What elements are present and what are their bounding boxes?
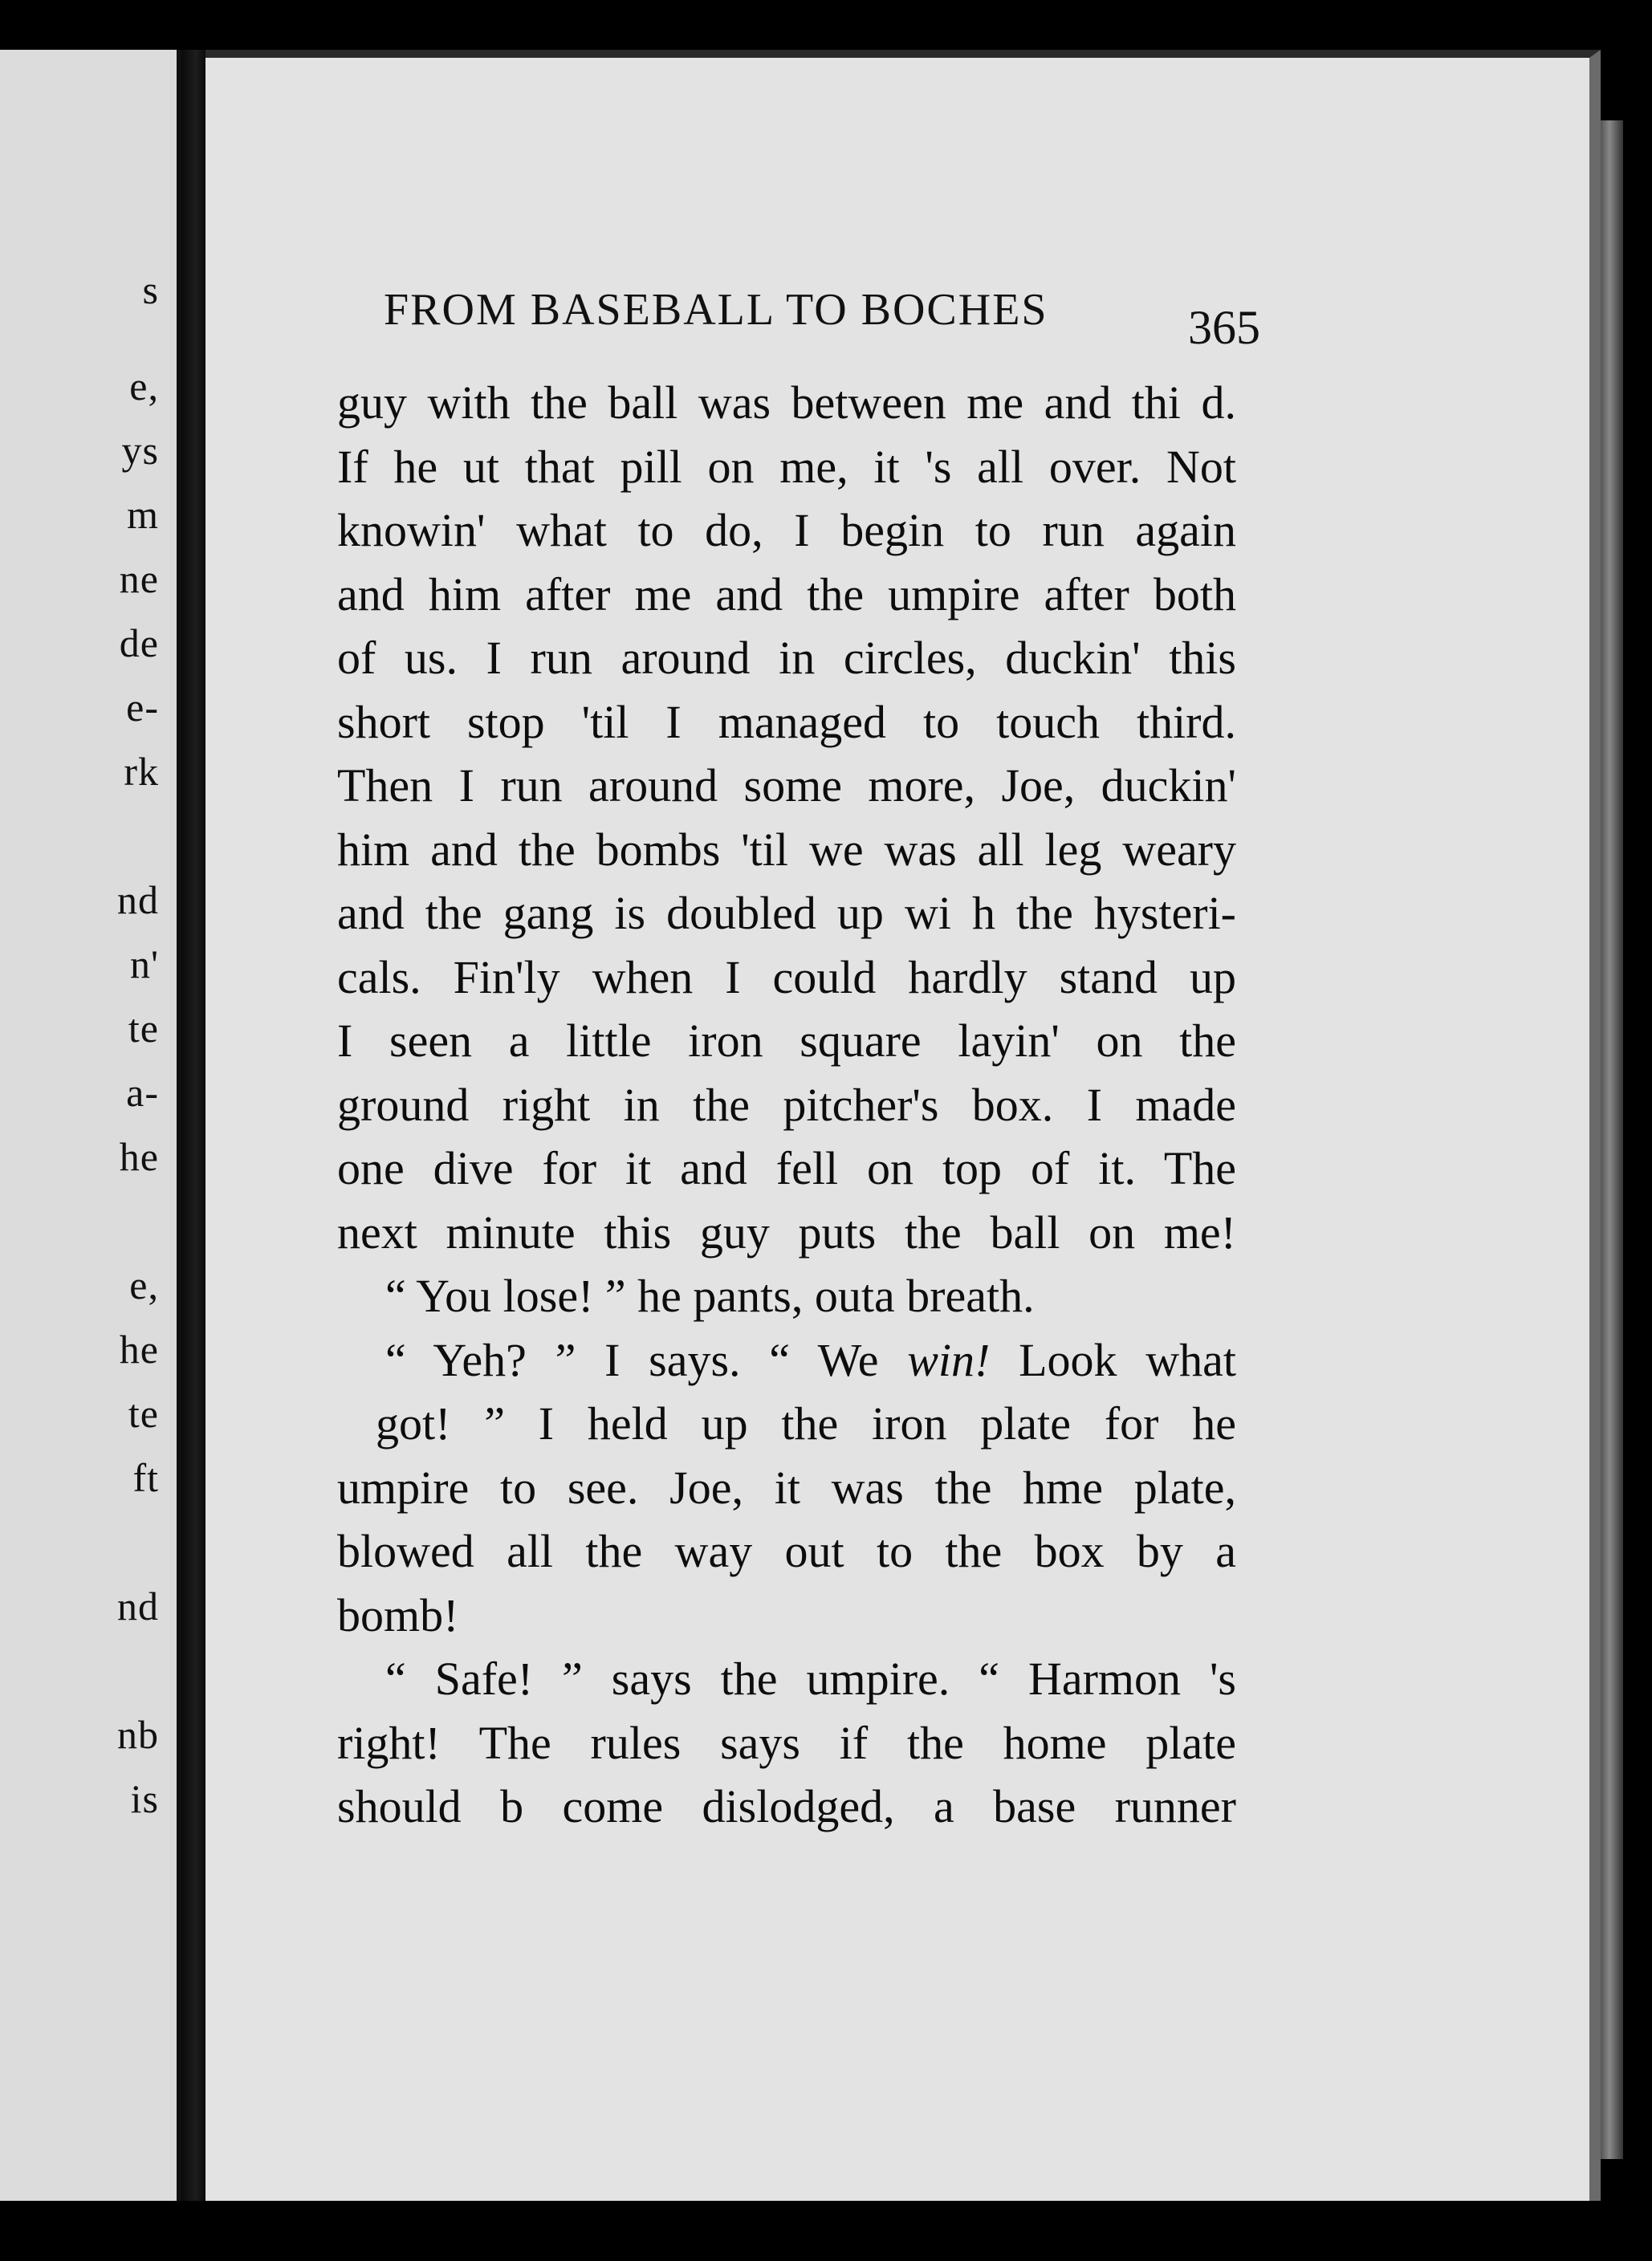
left-fragment: de bbox=[119, 620, 159, 665]
left-fragment: is bbox=[130, 1776, 159, 1821]
left-fragment: te bbox=[128, 1006, 159, 1051]
text-line: “ Safe! ” says the umpire. “ Harmon 's bbox=[385, 1653, 1236, 1705]
page-number: 365 bbox=[1188, 301, 1260, 354]
text-line: “ You lose! ” he pants, outa breath. bbox=[385, 1270, 1035, 1322]
text-line: If he ut that pill on me, it 's all over. Not bbox=[337, 440, 1236, 493]
left-fragment: ys bbox=[121, 428, 159, 473]
left-fragment: nd bbox=[117, 1584, 159, 1629]
left-fragment: rk bbox=[124, 749, 159, 794]
text-line: him and the bombs 'til we was all leg weary bbox=[337, 823, 1236, 876]
text-line: and him after me and the umpire after both bbox=[337, 567, 1236, 620]
body-text bbox=[337, 371, 1236, 1839]
left-fragment: s bbox=[142, 267, 159, 312]
left-fragment: nd bbox=[117, 877, 159, 922]
left-fragment: ft bbox=[132, 1455, 159, 1500]
text-line: should b come dislodged, a base runner bbox=[337, 1780, 1236, 1832]
left-fragment: te bbox=[128, 1391, 159, 1436]
left-fragment: e, bbox=[129, 1263, 159, 1307]
running-head: FROM BASEBALL TO BOCHES bbox=[384, 285, 1048, 335]
text-line: blowed all the way out to the box by a bbox=[337, 1525, 1236, 1577]
left-fragment: e- bbox=[126, 685, 159, 730]
left-fragment: a- bbox=[126, 1070, 159, 1115]
text-line: I seen a little iron square layin' on the bbox=[337, 1015, 1236, 1067]
text-line: right! The rules says if the home plate bbox=[337, 1716, 1236, 1769]
left-fragment: he bbox=[119, 1327, 159, 1372]
book-gutter bbox=[181, 50, 205, 2201]
page-edge bbox=[1601, 120, 1623, 2159]
text-segment: “ Yeh? ” I says. “ We bbox=[385, 1333, 879, 1386]
left-fragment: nb bbox=[117, 1712, 159, 1757]
left-fragment: he bbox=[119, 1134, 159, 1179]
text-line: ground right in the pitcher's box. I made bbox=[337, 1078, 1236, 1131]
text-segment: Look what bbox=[1019, 1333, 1237, 1386]
left-fragment: ne bbox=[119, 556, 159, 601]
text-line: Then I run around some more, Joe, duckin' bbox=[337, 759, 1236, 811]
right-page bbox=[205, 50, 1601, 2201]
text-line-with-italic bbox=[337, 1328, 1236, 1393]
italic-word: win! bbox=[907, 1333, 991, 1386]
left-facing-page bbox=[0, 50, 181, 2201]
left-fragment: e, bbox=[129, 364, 159, 409]
text-line: short stop 'til I managed to touch third. bbox=[337, 695, 1236, 748]
text-line: and the gang is doubled up wi h the hysteri- bbox=[337, 887, 1236, 939]
text-line: of us. I run around in circles, duckin' this bbox=[337, 632, 1236, 684]
text-line: umpire to see. Joe, it was the hme plate, bbox=[337, 1461, 1236, 1514]
text-line: cals. Fin'ly when I could hardly stand up bbox=[337, 950, 1236, 1003]
left-page-text-fragments bbox=[0, 50, 177, 2201]
left-fragment: m bbox=[127, 492, 159, 537]
text-line: knowin' what to do, I begin to run again bbox=[337, 504, 1236, 556]
text-line: next minute this guy puts the ball on me! bbox=[337, 1206, 1236, 1259]
text-line: bomb! bbox=[337, 1588, 459, 1641]
text-line: got! ” I held up the iron plate for he bbox=[376, 1397, 1236, 1450]
left-fragment: n' bbox=[129, 941, 159, 986]
text-line: guy with the ball was between me and thi d. bbox=[337, 376, 1236, 429]
text-line: one dive for it and fell on top of it. The bbox=[337, 1142, 1236, 1194]
